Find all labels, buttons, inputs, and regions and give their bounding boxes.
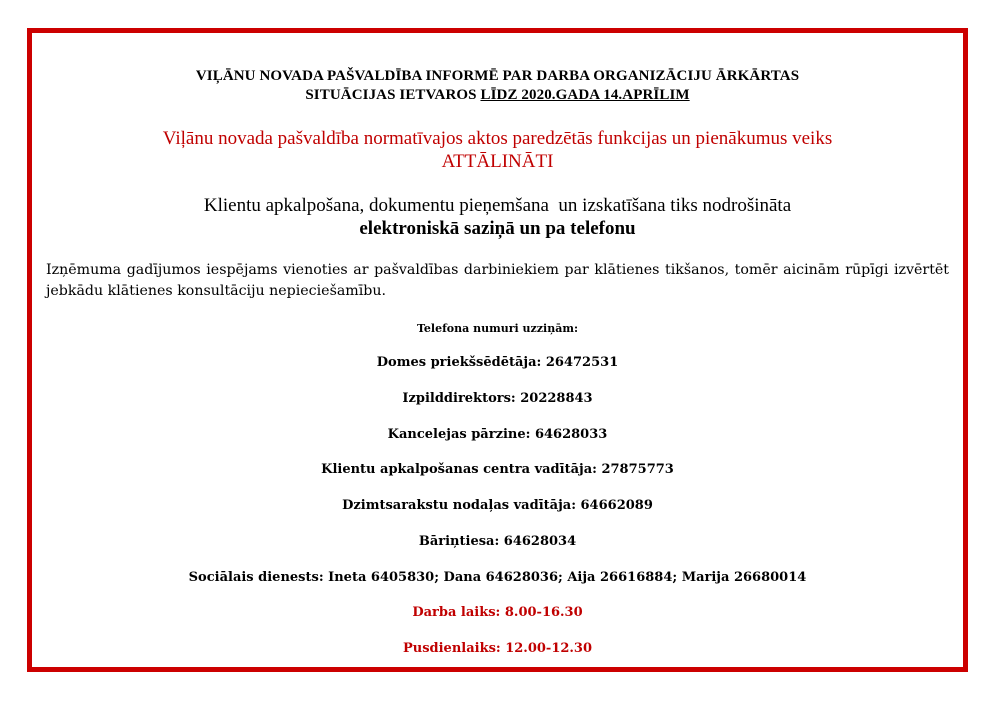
remote-work-line-2: ATTĀLINĀTI xyxy=(441,151,554,172)
contact-client-service-center: Klientu apkalpošanas centra vadītāja: 27875773 xyxy=(321,462,674,477)
heading-line-1: VIĻĀNU NOVADA PAŠVALDĪBA INFORMĒ PAR DARBA ORGANIZĀCIJU ĀRKĀRTAS xyxy=(195,68,800,84)
remote-work-notice xyxy=(46,127,949,173)
heading-line-2 xyxy=(46,86,949,105)
client-service-notice xyxy=(46,194,949,240)
notice-frame xyxy=(27,28,968,672)
phones-title: Telefona numuri uzziņām: xyxy=(416,322,579,335)
remote-work-line-1: Viļānu novada pašvaldība normatīvajos aktos paredzētās funkcijas un pienākumus veiks xyxy=(162,128,833,149)
notice-heading xyxy=(46,67,949,105)
contact-executive-director: Izpilddirektors: 20228843 xyxy=(402,391,593,406)
contact-chancellery: Kancelejas pārzine: 64628033 xyxy=(387,427,608,442)
lunch-hours: Pusdienlaiks: 12.00-12.30 xyxy=(402,641,593,656)
client-service-line-2: elektroniskā saziņā un pa telefonu xyxy=(359,218,636,239)
contact-orphans-court: Bāriņtiesa: 64628034 xyxy=(418,534,577,549)
work-hours: Darba laiks: 8.00-16.30 xyxy=(412,605,583,620)
exception-paragraph: Izņēmuma gadījumos iespējams vienoties ar pašvaldības darbiniekiem par klātienes tikšanos, tomēr aicinām rūpīgi izvērtēt jebkādu klātienes konsultāciju nepieciešamību. xyxy=(46,262,949,299)
contact-registry-office: Dzimtsarakstu nodaļas vadītāja: 64662089 xyxy=(342,498,653,513)
heading-deadline-date: LĪDZ 2020.GADA 14.APRĪLIM xyxy=(480,87,690,103)
contact-social-service: Sociālais dienests: Ineta 6405830; Dana 64628036; Aija 26616884; Marija 26680014 xyxy=(188,570,807,585)
client-service-line-1: Klientu apkalpošana, dokumentu pieņemšana un izskatīšana tiks nodrošināta xyxy=(203,195,792,216)
heading-line-2-prefix: SITUĀCIJAS IETVAROS xyxy=(305,87,481,103)
contact-chairperson: Domes priekšsēdētāja: 26472531 xyxy=(376,355,619,370)
